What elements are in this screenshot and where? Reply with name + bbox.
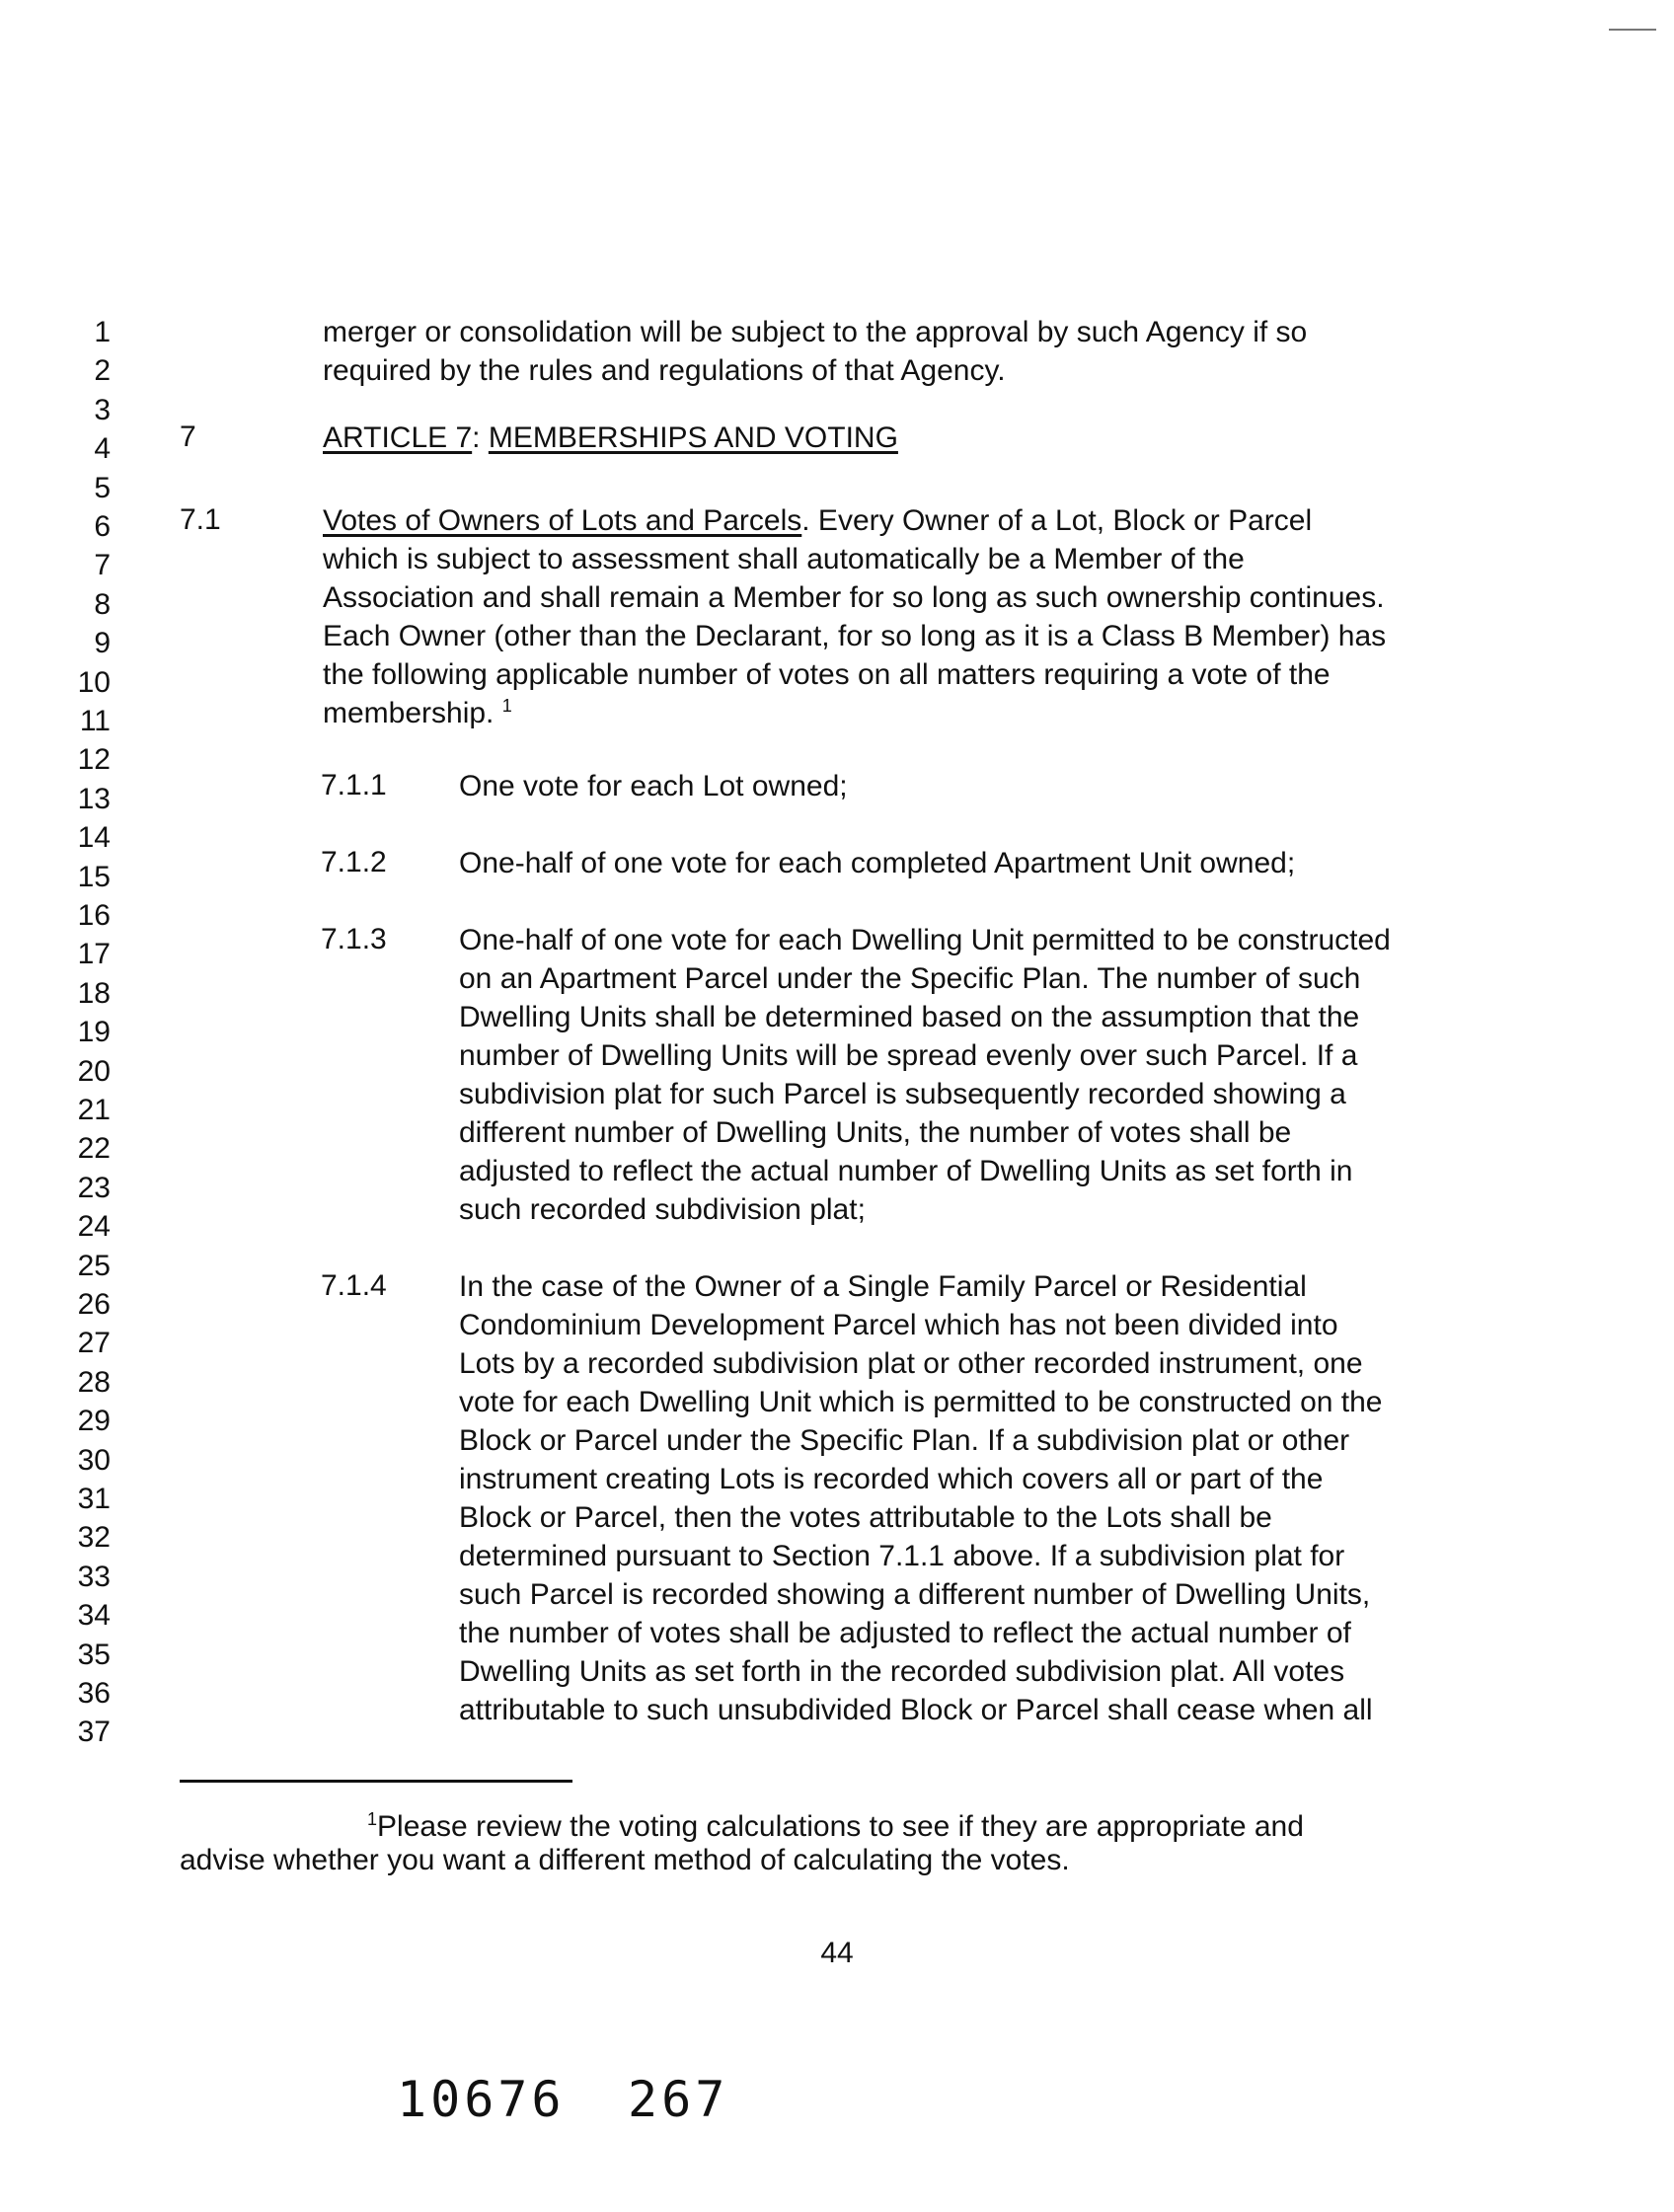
- subsection-7-1-4-text: [459, 1267, 1463, 1729]
- section-7-1-number: 7.1: [180, 503, 221, 536]
- article-heading-separator: :: [472, 421, 489, 454]
- line-number: 2: [94, 354, 111, 387]
- footnote: [180, 1810, 1463, 1877]
- line-number: 19: [77, 1016, 111, 1048]
- line-number: 9: [94, 627, 111, 659]
- subsection-7-1-1-number: 7.1.1: [321, 769, 387, 801]
- intro-line: merger or consolidation will be subject to the approval by such Agency if so: [323, 316, 1308, 348]
- subsection-line: adjusted to reflect the actual number of Dwelling Units as set forth in: [459, 1155, 1353, 1187]
- subsection-line: instrument creating Lots is recorded which covers all or part of the: [459, 1463, 1324, 1495]
- corner-scan-mark: [1609, 29, 1656, 31]
- footnote-marker: 1: [367, 1809, 378, 1829]
- line-number: 23: [77, 1172, 111, 1204]
- article-number: 7: [180, 420, 196, 453]
- article-heading-title: MEMBERSHIPS AND VOTING: [488, 421, 898, 454]
- footnote-line: Please review the voting calculations to see if they are appropriate and: [377, 1810, 1304, 1843]
- line-number: 27: [77, 1327, 111, 1359]
- section-7-1-text: . Every Owner of a Lot, Block or Parcel: [801, 504, 1313, 537]
- line-number: 37: [77, 1716, 111, 1748]
- line-number: 28: [77, 1366, 111, 1399]
- section-7-1-line: Association and shall remain a Member for so long as such ownership continues.: [323, 581, 1385, 614]
- article-heading: [323, 419, 1463, 457]
- section-7-1-last-text: membership.: [323, 697, 495, 729]
- subsection-line: determined pursuant to Section 7.1.1 above. If a subdivision plat for: [459, 1540, 1345, 1572]
- subsection-7-1-4-number: 7.1.4: [321, 1269, 387, 1302]
- line-number: 8: [94, 588, 111, 621]
- line-number: 12: [77, 743, 111, 776]
- section-7-1-title: Votes of Owners of Lots and Parcels: [323, 504, 802, 537]
- section-7-1-line: Each Owner (other than the Declarant, for so long as it is a Class B Member) has: [323, 620, 1387, 652]
- subsection-7-1-3-number: 7.1.3: [321, 923, 387, 955]
- page-number: 44: [820, 1937, 854, 1969]
- line-number: 6: [94, 510, 111, 543]
- subsection-7-1-2-number: 7.1.2: [321, 846, 387, 878]
- section-7-1-line: [323, 501, 1463, 540]
- line-number: 7: [94, 549, 111, 581]
- section-7-1-paragraph: [323, 501, 1463, 732]
- line-number: 11: [79, 705, 111, 737]
- line-number: 4: [94, 432, 111, 465]
- section-7-1-line: [323, 694, 1463, 732]
- line-number: 34: [77, 1599, 111, 1632]
- line-number: 24: [77, 1210, 111, 1243]
- intro-paragraph: [323, 313, 1463, 390]
- line-number: 29: [77, 1405, 111, 1437]
- subsection-line: Block or Parcel under the Specific Plan. If a subdivision plat or other: [459, 1424, 1350, 1457]
- line-number: 14: [77, 821, 111, 854]
- subsection-line: attributable to such unsubdivided Block or Parcel shall cease when all: [459, 1694, 1373, 1726]
- line-number: 35: [77, 1639, 111, 1671]
- section-7-1-line: the following applicable number of votes on all matters requiring a vote of the: [323, 658, 1331, 691]
- line-number: 5: [94, 472, 111, 504]
- line-number: 17: [77, 938, 111, 970]
- article-heading-prefix: ARTICLE 7: [323, 421, 473, 454]
- line-number: 15: [77, 861, 111, 893]
- line-number: 1: [94, 316, 111, 348]
- line-number: 18: [77, 977, 111, 1010]
- subsection-line: Dwelling Units shall be determined based on the assumption that the: [459, 1001, 1360, 1033]
- footnote-first-line: [180, 1810, 1463, 1844]
- subsection-line: One vote for each Lot owned;: [459, 770, 848, 802]
- line-number: 16: [77, 899, 111, 932]
- subsection-line: such Parcel is recorded showing a different number of Dwelling Units,: [459, 1578, 1371, 1611]
- footnote-line: advise whether you want a different method of calculating the votes.: [180, 1844, 1070, 1876]
- subsection-line: Block or Parcel, then the votes attributable to the Lots shall be: [459, 1501, 1272, 1534]
- line-number: 36: [77, 1677, 111, 1710]
- subsection-7-1-2-text: [459, 844, 1463, 882]
- subsection-line: vote for each Dwelling Unit which is permitted to be constructed on the: [459, 1386, 1383, 1418]
- line-number: 33: [77, 1561, 111, 1593]
- footnote-divider: [180, 1780, 572, 1783]
- recording-stamp-page: 267: [628, 2071, 729, 2128]
- subsection-line: number of Dwelling Units will be spread evenly over such Parcel. If a: [459, 1039, 1358, 1072]
- subsection-line: Lots by a recorded subdivision plat or other recorded instrument, one: [459, 1347, 1363, 1380]
- intro-line: required by the rules and regulations of that Agency.: [323, 354, 1006, 387]
- footnote-reference: 1: [501, 696, 512, 716]
- line-number: 31: [77, 1483, 111, 1515]
- subsection-line: Dwelling Units as set forth in the recorded subdivision plat. All votes: [459, 1655, 1345, 1688]
- line-number: 13: [77, 783, 111, 815]
- subsection-7-1-1-text: [459, 767, 1463, 805]
- line-number: 21: [77, 1094, 111, 1126]
- subsection-line: on an Apartment Parcel under the Specific Plan. The number of such: [459, 962, 1361, 995]
- line-number: 26: [77, 1288, 111, 1321]
- subsection-line: One-half of one vote for each Dwelling Unit permitted to be constructed: [459, 924, 1391, 956]
- line-number: 25: [77, 1250, 111, 1282]
- line-number: 30: [77, 1444, 111, 1477]
- subsection-line: subdivision plat for such Parcel is subsequently recorded showing a: [459, 1078, 1346, 1110]
- subsection-line: such recorded subdivision plat;: [459, 1193, 866, 1226]
- subsection-line: the number of votes shall be adjusted to reflect the actual number of: [459, 1617, 1351, 1649]
- line-number: 3: [94, 394, 111, 426]
- section-7-1-line: which is subject to assessment shall automatically be a Member of the: [323, 543, 1245, 575]
- subsection-line: One-half of one vote for each completed Apartment Unit owned;: [459, 847, 1296, 879]
- line-number: 32: [77, 1521, 111, 1554]
- recording-stamp-book: 10676: [397, 2071, 566, 2128]
- subsection-line: Condominium Development Parcel which has not been divided into: [459, 1309, 1338, 1341]
- subsection-7-1-3-text: [459, 921, 1463, 1229]
- subsection-line: In the case of the Owner of a Single Family Parcel or Residential: [459, 1270, 1307, 1303]
- line-number: 22: [77, 1132, 111, 1165]
- line-number: 10: [77, 666, 111, 699]
- subsection-line: different number of Dwelling Units, the number of votes shall be: [459, 1116, 1292, 1149]
- line-number: 20: [77, 1055, 111, 1088]
